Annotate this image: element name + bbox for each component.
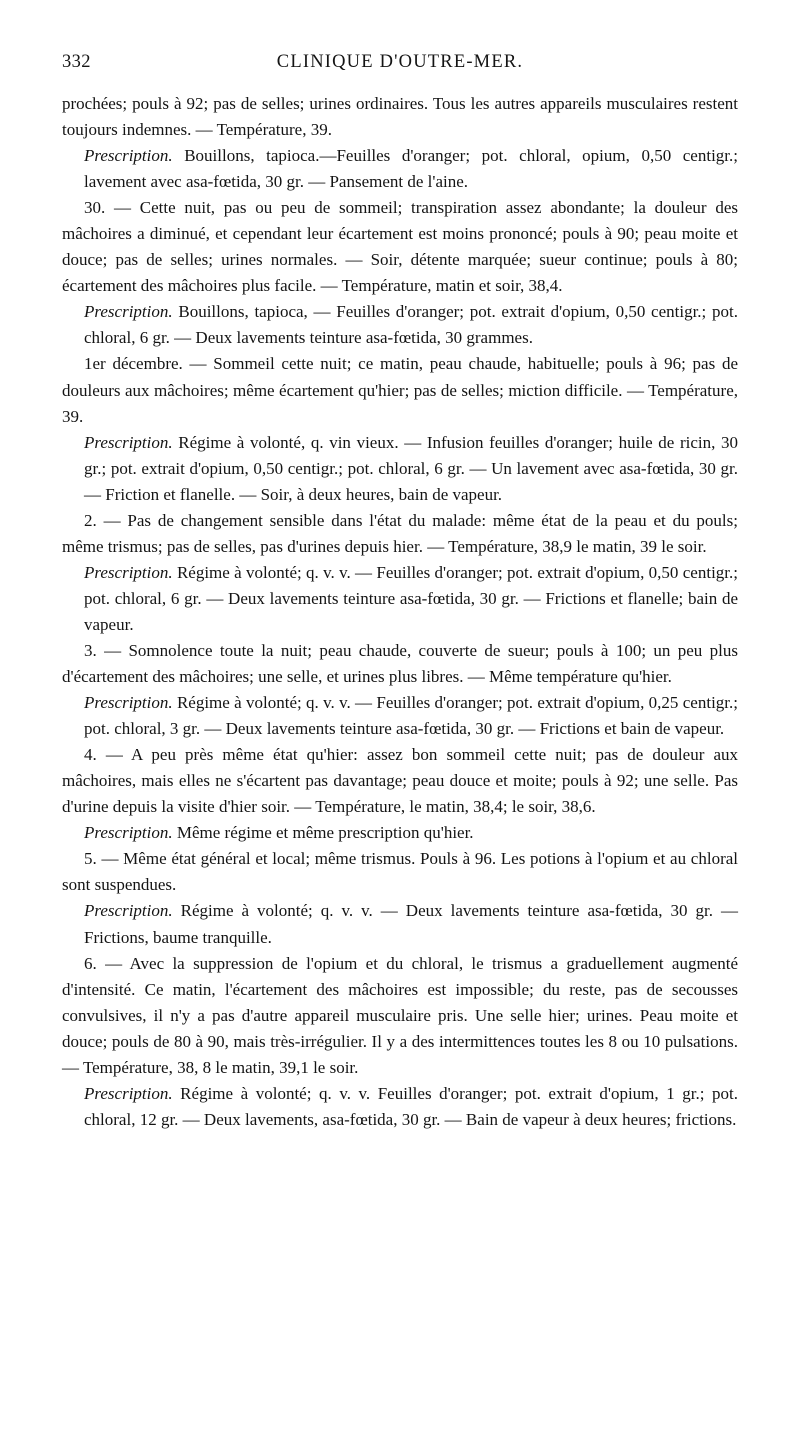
prescription-paragraph: [62, 898, 738, 950]
prescription-label: Prescription.: [84, 302, 173, 322]
paragraph: prochées; pouls à 92; pas de selles; urines ordinaires. Tous les autres appareils musculaires restent toujours indemnes. — Température, 39.: [62, 94, 738, 140]
day-entry: 3. — Somnolence toute la nuit; peau chaude, couverte de sueur; pouls à 100; un peu plus d'écartement des mâchoires; une selle, et urines plus libres. — Même température qu'hier.: [62, 640, 738, 687]
prescription-paragraph: [62, 560, 738, 638]
prescription-paragraph: [62, 299, 738, 351]
prescription-paragraph: [62, 1081, 738, 1133]
prescription-text: Même régime et même prescription qu'hier.: [172, 823, 474, 843]
prescription-paragraph: [62, 820, 738, 846]
day-entry: 30. — Cette nuit, pas ou peu de sommeil; transpiration assez abondante; la douleur des mâchoires a diminué, et cependant leur écartement est moins prononcé; pouls à 90; peau moite et douce; pas de selles; urines normales. — Soir, détente marquée; sueur continue; pouls à 80; écartement des mâchoires plus facile. — Température, matin et soir, 38,4.: [62, 198, 738, 296]
day-entry: 6. — Avec la suppression de l'opium et du chloral, le trismus a graduellement augmenté d'intensité. Ce matin, l'écartement des mâchoires est impossible; du reste, pas de secousses convulsives, il n'y a pas d'autre appareil musculaire pris. Une selle hier; urines. Peau moite et douce; pouls de 80 à 90, mais très-irrégulier. Il y a des intermittences toutes les 8 ou 10 pulsations. — Température, 38, 8 le matin, 39,1 le soir.: [62, 953, 738, 1077]
prescription-label: Prescription.: [84, 432, 173, 452]
prescription-text: Régime à volonté, q. vin vieux. — Infusion feuilles d'oranger; huile de ricin, 30 gr.; pot. extrait d'opium, 0,50 centigr.; pot. chloral, 6 gr. — Un lavement avec asa-fœtida, 30 gr. — Friction et flanelle. — Soir, à deux heures, bain de vapeur.: [84, 432, 738, 504]
prescription-paragraph: [62, 690, 738, 742]
day-entry: 1er décembre. — Sommeil cette nuit; ce matin, peau chaude, habituelle; pouls à 96; pas de douleurs aux mâchoires; même écartement qu'hier; pas de selles; miction difficile. — Température, 39.: [62, 354, 738, 426]
page-header: [62, 52, 738, 82]
prescription-text: Bouillons, tapioca, — Feuilles d'oranger; pot. extrait d'opium, 0,50 centigr.; pot. chloral, 6 gr. — Deux lavements teinture asa-fœtida, 30 grammes.: [84, 302, 738, 348]
day-entry: 4. — A peu près même état qu'hier: assez bon sommeil cette nuit; pas de douleur aux mâchoires, mais elles ne s'écartent pas davantage; peau douce et moite; pouls à 92; une selle. Pas d'urine depuis la visite d'hier soir. — Température, le matin, 38,4; le soir, 38,6.: [62, 745, 738, 817]
prescription-label: Prescription.: [84, 562, 173, 582]
prescription-text: Régime à volonté; q. v. v. — Deux lavements teinture asa-fœtida, 30 gr. — Frictions, baume tranquille.: [84, 901, 738, 947]
prescription-label: Prescription.: [84, 693, 173, 713]
prescription-label: Prescription.: [84, 901, 173, 921]
prescription-label: Prescription.: [84, 1083, 173, 1103]
page-number: 332: [62, 52, 91, 72]
prescription-label: Prescription.: [84, 146, 173, 166]
prescription-text: Régime à volonté; q. v. v. — Feuilles d'oranger; pot. extrait d'opium, 0,50 centigr.; pot. chloral, 6 gr. — Deux lavements teinture asa-fœtida, 30 gr. — Frictions et flanelle; bain de vapeur.: [84, 562, 738, 634]
day-entry: 2. — Pas de changement sensible dans l'état du malade: même état de la peau et du pouls; même trismus; pas de selles, pas d'urines depuis hier. — Température, 38,9 le matin, 39 le soir.: [62, 510, 738, 556]
prescription-text: Régime à volonté; q. v. v. Feuilles d'oranger; pot. extrait d'opium, 1 gr.; pot. chloral, 12 gr. — Deux lavements, asa-fœtida, 30 gr. — Bain de vapeur à deux heures; frictions.: [84, 1083, 738, 1129]
running-title: CLINIQUE D'OUTRE-MER.: [276, 52, 524, 72]
day-entry: 5. — Même état général et local; même trismus. Pouls à 96. Les potions à l'opium et au chloral sont suspendues.: [62, 849, 738, 895]
prescription-text: Bouillons, tapioca.—Feuilles d'oranger; pot. chloral, opium, 0,50 centigr.; lavement avec asa-fœtida, 30 gr. — Pansement de l'aine.: [84, 146, 738, 192]
prescription-label: Prescription.: [84, 823, 173, 843]
prescription-paragraph: [62, 143, 738, 195]
prescription-paragraph: [62, 430, 738, 508]
prescription-text: Régime à volonté; q. v. v. — Feuilles d'oranger; pot. extrait d'opium, 0,25 centigr.; pot. chloral, 3 gr. — Deux lavements teinture asa-fœtida, 30 gr. — Frictions et bain de vapeur.: [84, 693, 738, 739]
page-body: [62, 91, 738, 1133]
